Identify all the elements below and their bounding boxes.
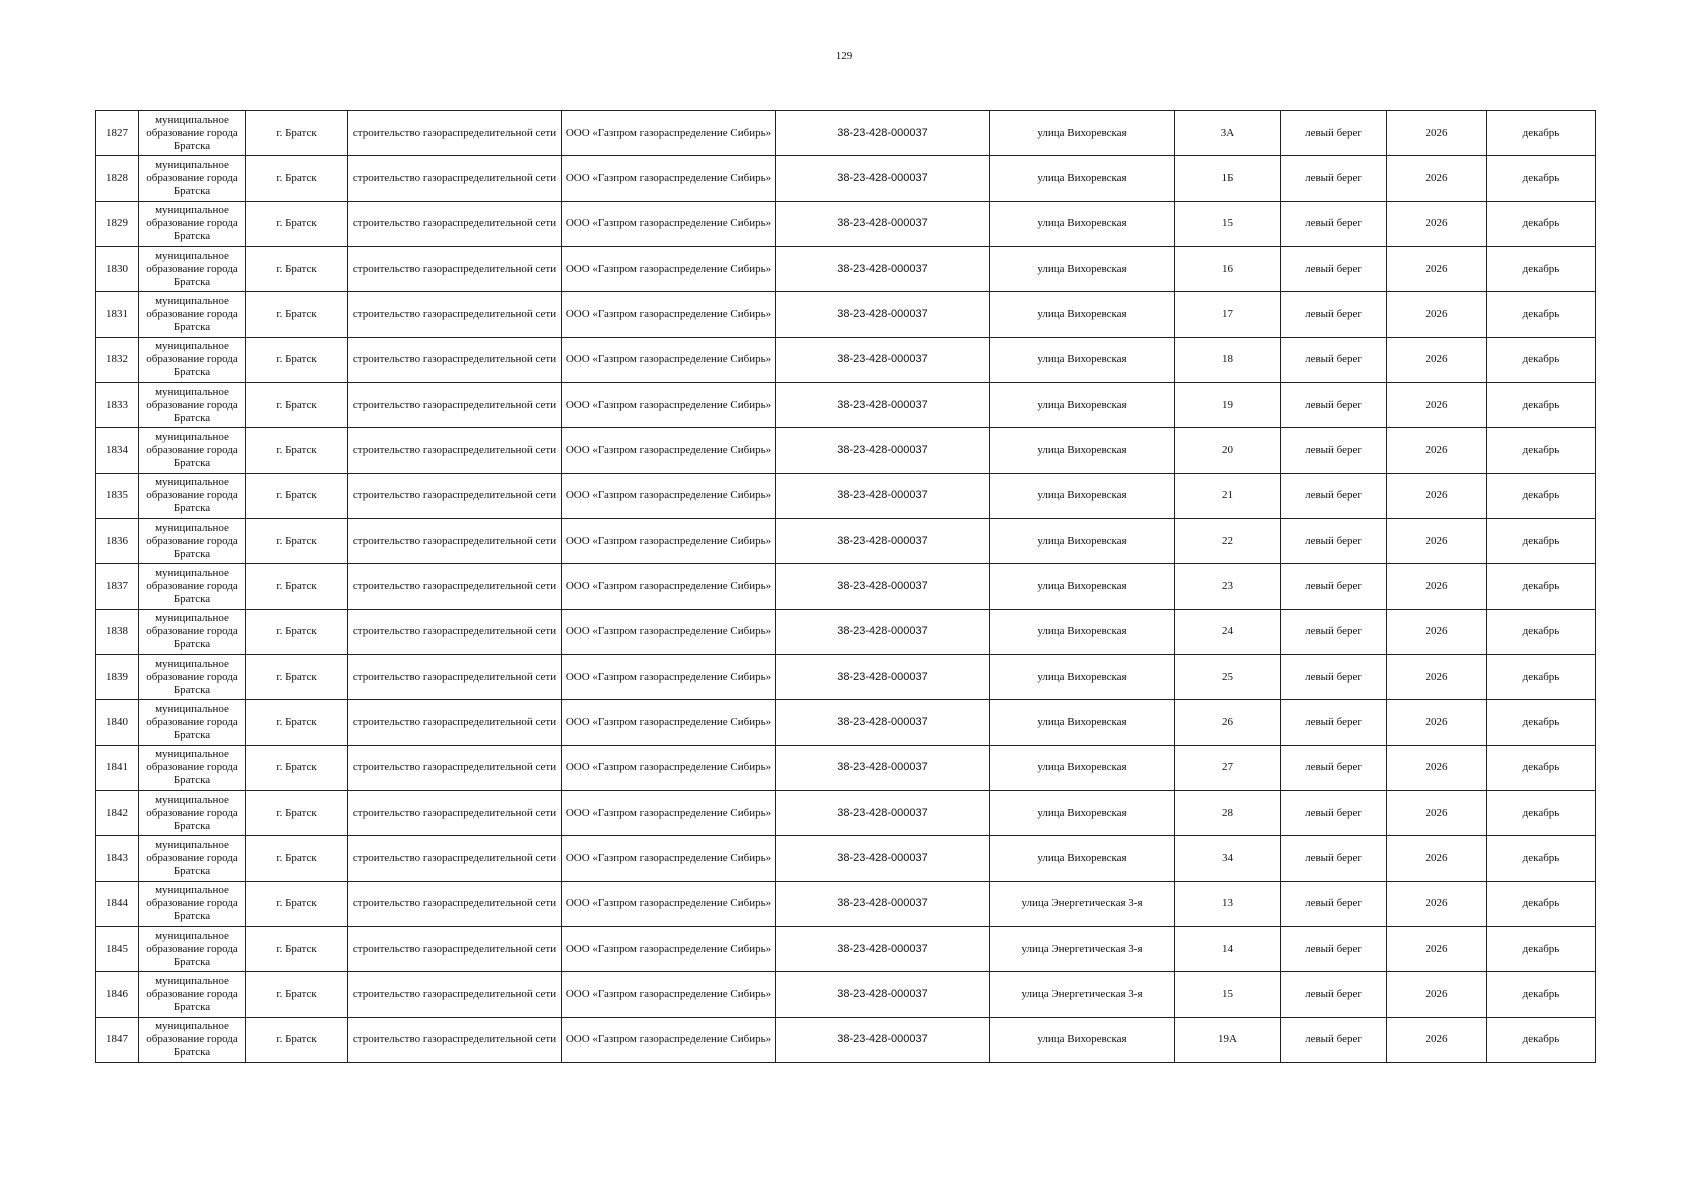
organization-cell: ООО «Газпром газораспределение Сибирь»	[562, 700, 776, 745]
house-number-cell: 15	[1175, 972, 1281, 1017]
municipality-cell: муниципальное образование города Братска	[139, 926, 246, 971]
object-code-cell: 38-23-428-000037	[776, 654, 990, 699]
table-row	[96, 156, 1596, 201]
object-code-cell: 38-23-428-000037	[776, 518, 990, 563]
table-row	[96, 836, 1596, 881]
table-row	[96, 972, 1596, 1017]
municipality-cell: муниципальное образование города Братска	[139, 473, 246, 518]
row-number-cell: 1843	[96, 836, 139, 881]
work-type-cell: строительство газораспределительной сети	[348, 246, 562, 291]
organization-cell: ООО «Газпром газораспределение Сибирь»	[562, 926, 776, 971]
street-cell: улица Вихоревская	[990, 473, 1175, 518]
work-type-cell: строительство газораспределительной сети	[348, 790, 562, 835]
object-code-cell: 38-23-428-000037	[776, 564, 990, 609]
municipality-cell: муниципальное образование города Братска	[139, 201, 246, 246]
work-type-cell: строительство газораспределительной сети	[348, 609, 562, 654]
municipality-cell: муниципальное образование города Братска	[139, 654, 246, 699]
organization-cell: ООО «Газпром газораспределение Сибирь»	[562, 201, 776, 246]
municipality-cell: муниципальное образование города Братска	[139, 972, 246, 1017]
work-type-cell: строительство газораспределительной сети	[348, 564, 562, 609]
table-row	[96, 745, 1596, 790]
municipality-cell: муниципальное образование города Братска	[139, 111, 246, 156]
year-cell: 2026	[1387, 156, 1487, 201]
object-code-cell: 38-23-428-000037	[776, 246, 990, 291]
year-cell: 2026	[1387, 201, 1487, 246]
district-cell: левый берег	[1281, 564, 1387, 609]
year-cell: 2026	[1387, 382, 1487, 427]
house-number-cell: 13	[1175, 881, 1281, 926]
year-cell: 2026	[1387, 292, 1487, 337]
organization-cell: ООО «Газпром газораспределение Сибирь»	[562, 473, 776, 518]
organization-cell: ООО «Газпром газораспределение Сибирь»	[562, 609, 776, 654]
municipality-cell: муниципальное образование города Братска	[139, 156, 246, 201]
house-number-cell: 17	[1175, 292, 1281, 337]
municipality-cell: муниципальное образование города Братска	[139, 337, 246, 382]
municipality-cell: муниципальное образование города Братска	[139, 1017, 246, 1062]
house-number-cell: 22	[1175, 518, 1281, 563]
municipality-cell: муниципальное образование города Братска	[139, 836, 246, 881]
month-cell: декабрь	[1487, 790, 1596, 835]
work-type-cell: строительство газораспределительной сети	[348, 654, 562, 699]
organization-cell: ООО «Газпром газораспределение Сибирь»	[562, 972, 776, 1017]
row-number-cell: 1838	[96, 609, 139, 654]
row-number-cell: 1841	[96, 745, 139, 790]
organization-cell: ООО «Газпром газораспределение Сибирь»	[562, 518, 776, 563]
table-row	[96, 428, 1596, 473]
street-cell: улица Вихоревская	[990, 654, 1175, 699]
settlement-cell: г. Братск	[246, 926, 348, 971]
organization-cell: ООО «Газпром газораспределение Сибирь»	[562, 790, 776, 835]
street-cell: улица Вихоревская	[990, 337, 1175, 382]
object-code-cell: 38-23-428-000037	[776, 292, 990, 337]
settlement-cell: г. Братск	[246, 428, 348, 473]
settlement-cell: г. Братск	[246, 654, 348, 699]
organization-cell: ООО «Газпром газораспределение Сибирь»	[562, 428, 776, 473]
settlement-cell: г. Братск	[246, 836, 348, 881]
table-row	[96, 382, 1596, 427]
street-cell: улица Энергетическая 3-я	[990, 926, 1175, 971]
row-number-cell: 1832	[96, 337, 139, 382]
month-cell: декабрь	[1487, 201, 1596, 246]
municipality-cell: муниципальное образование города Братска	[139, 246, 246, 291]
table-body	[96, 111, 1596, 1063]
organization-cell: ООО «Газпром газораспределение Сибирь»	[562, 836, 776, 881]
settlement-cell: г. Братск	[246, 790, 348, 835]
district-cell: левый берег	[1281, 428, 1387, 473]
settlement-cell: г. Братск	[246, 246, 348, 291]
work-type-cell: строительство газораспределительной сети	[348, 926, 562, 971]
street-cell: улица Вихоревская	[990, 836, 1175, 881]
settlement-cell: г. Братск	[246, 881, 348, 926]
work-type-cell: строительство газораспределительной сети	[348, 292, 562, 337]
object-code-cell: 38-23-428-000037	[776, 156, 990, 201]
municipality-cell: муниципальное образование города Братска	[139, 700, 246, 745]
house-number-cell: 16	[1175, 246, 1281, 291]
settlement-cell: г. Братск	[246, 382, 348, 427]
street-cell: улица Вихоревская	[990, 745, 1175, 790]
district-cell: левый берег	[1281, 926, 1387, 971]
street-cell: улица Вихоревская	[990, 1017, 1175, 1062]
row-number-cell: 1837	[96, 564, 139, 609]
month-cell: декабрь	[1487, 926, 1596, 971]
settlement-cell: г. Братск	[246, 972, 348, 1017]
table-row	[96, 609, 1596, 654]
object-code-cell: 38-23-428-000037	[776, 926, 990, 971]
object-code-cell: 38-23-428-000037	[776, 428, 990, 473]
work-type-cell: строительство газораспределительной сети	[348, 745, 562, 790]
street-cell: улица Вихоревская	[990, 292, 1175, 337]
row-number-cell: 1830	[96, 246, 139, 291]
work-type-cell: строительство газораспределительной сети	[348, 201, 562, 246]
row-number-cell: 1842	[96, 790, 139, 835]
street-cell: улица Вихоревская	[990, 428, 1175, 473]
municipality-cell: муниципальное образование города Братска	[139, 609, 246, 654]
year-cell: 2026	[1387, 926, 1487, 971]
house-number-cell: 25	[1175, 654, 1281, 699]
house-number-cell: 34	[1175, 836, 1281, 881]
row-number-cell: 1847	[96, 1017, 139, 1062]
organization-cell: ООО «Газпром газораспределение Сибирь»	[562, 881, 776, 926]
table-row	[96, 926, 1596, 971]
organization-cell: ООО «Газпром газораспределение Сибирь»	[562, 382, 776, 427]
street-cell: улица Вихоревская	[990, 790, 1175, 835]
gasification-table	[95, 110, 1596, 1063]
month-cell: декабрь	[1487, 564, 1596, 609]
year-cell: 2026	[1387, 836, 1487, 881]
month-cell: декабрь	[1487, 972, 1596, 1017]
organization-cell: ООО «Газпром газораспределение Сибирь»	[562, 654, 776, 699]
row-number-cell: 1846	[96, 972, 139, 1017]
district-cell: левый берег	[1281, 473, 1387, 518]
work-type-cell: строительство газораспределительной сети	[348, 111, 562, 156]
settlement-cell: г. Братск	[246, 292, 348, 337]
municipality-cell: муниципальное образование города Братска	[139, 382, 246, 427]
table-row	[96, 246, 1596, 291]
work-type-cell: строительство газораспределительной сети	[348, 1017, 562, 1062]
municipality-cell: муниципальное образование города Братска	[139, 881, 246, 926]
year-cell: 2026	[1387, 1017, 1487, 1062]
house-number-cell: 23	[1175, 564, 1281, 609]
settlement-cell: г. Братск	[246, 564, 348, 609]
street-cell: улица Вихоревская	[990, 564, 1175, 609]
object-code-cell: 38-23-428-000037	[776, 201, 990, 246]
table-row	[96, 201, 1596, 246]
row-number-cell: 1834	[96, 428, 139, 473]
district-cell: левый берег	[1281, 790, 1387, 835]
house-number-cell: 24	[1175, 609, 1281, 654]
page-number: 129	[835, 50, 853, 62]
work-type-cell: строительство газораспределительной сети	[348, 700, 562, 745]
work-type-cell: строительство газораспределительной сети	[348, 337, 562, 382]
month-cell: декабрь	[1487, 745, 1596, 790]
district-cell: левый берег	[1281, 881, 1387, 926]
table-row	[96, 337, 1596, 382]
work-type-cell: строительство газораспределительной сети	[348, 382, 562, 427]
house-number-cell: 19	[1175, 382, 1281, 427]
row-number-cell: 1829	[96, 201, 139, 246]
row-number-cell: 1840	[96, 700, 139, 745]
work-type-cell: строительство газораспределительной сети	[348, 156, 562, 201]
year-cell: 2026	[1387, 654, 1487, 699]
street-cell: улица Вихоревская	[990, 382, 1175, 427]
house-number-cell: 1Б	[1175, 156, 1281, 201]
row-number-cell: 1844	[96, 881, 139, 926]
street-cell: улица Энергетическая 3-я	[990, 972, 1175, 1017]
table-row	[96, 1017, 1596, 1062]
organization-cell: ООО «Газпром газораспределение Сибирь»	[562, 337, 776, 382]
house-number-cell: 21	[1175, 473, 1281, 518]
settlement-cell: г. Братск	[246, 700, 348, 745]
month-cell: декабрь	[1487, 473, 1596, 518]
district-cell: левый берег	[1281, 836, 1387, 881]
settlement-cell: г. Братск	[246, 201, 348, 246]
year-cell: 2026	[1387, 473, 1487, 518]
table-row	[96, 654, 1596, 699]
municipality-cell: муниципальное образование города Братска	[139, 564, 246, 609]
month-cell: декабрь	[1487, 609, 1596, 654]
street-cell: улица Вихоревская	[990, 700, 1175, 745]
year-cell: 2026	[1387, 609, 1487, 654]
organization-cell: ООО «Газпром газораспределение Сибирь»	[562, 292, 776, 337]
settlement-cell: г. Братск	[246, 337, 348, 382]
street-cell: улица Энергетическая 3-я	[990, 881, 1175, 926]
municipality-cell: муниципальное образование города Братска	[139, 292, 246, 337]
year-cell: 2026	[1387, 700, 1487, 745]
district-cell: левый берег	[1281, 382, 1387, 427]
district-cell: левый берег	[1281, 156, 1387, 201]
object-code-cell: 38-23-428-000037	[776, 972, 990, 1017]
object-code-cell: 38-23-428-000037	[776, 111, 990, 156]
organization-cell: ООО «Газпром газораспределение Сибирь»	[562, 564, 776, 609]
year-cell: 2026	[1387, 111, 1487, 156]
municipality-cell: муниципальное образование города Братска	[139, 428, 246, 473]
settlement-cell: г. Братск	[246, 111, 348, 156]
year-cell: 2026	[1387, 745, 1487, 790]
settlement-cell: г. Братск	[246, 156, 348, 201]
table-row	[96, 700, 1596, 745]
month-cell: декабрь	[1487, 836, 1596, 881]
district-cell: левый берег	[1281, 518, 1387, 563]
house-number-cell: 27	[1175, 745, 1281, 790]
settlement-cell: г. Братск	[246, 745, 348, 790]
object-code-cell: 38-23-428-000037	[776, 790, 990, 835]
month-cell: декабрь	[1487, 292, 1596, 337]
object-code-cell: 38-23-428-000037	[776, 1017, 990, 1062]
district-cell: левый берег	[1281, 972, 1387, 1017]
row-number-cell: 1827	[96, 111, 139, 156]
row-number-cell: 1845	[96, 926, 139, 971]
settlement-cell: г. Братск	[246, 1017, 348, 1062]
year-cell: 2026	[1387, 428, 1487, 473]
object-code-cell: 38-23-428-000037	[776, 382, 990, 427]
street-cell: улица Вихоревская	[990, 246, 1175, 291]
work-type-cell: строительство газораспределительной сети	[348, 428, 562, 473]
street-cell: улица Вихоревская	[990, 201, 1175, 246]
settlement-cell: г. Братск	[246, 609, 348, 654]
house-number-cell: 14	[1175, 926, 1281, 971]
district-cell: левый берег	[1281, 700, 1387, 745]
municipality-cell: муниципальное образование города Братска	[139, 518, 246, 563]
organization-cell: ООО «Газпром газораспределение Сибирь»	[562, 246, 776, 291]
house-number-cell: 18	[1175, 337, 1281, 382]
month-cell: декабрь	[1487, 881, 1596, 926]
year-cell: 2026	[1387, 246, 1487, 291]
year-cell: 2026	[1387, 564, 1487, 609]
month-cell: декабрь	[1487, 111, 1596, 156]
month-cell: декабрь	[1487, 518, 1596, 563]
municipality-cell: муниципальное образование города Братска	[139, 790, 246, 835]
district-cell: левый берег	[1281, 246, 1387, 291]
district-cell: левый берег	[1281, 292, 1387, 337]
organization-cell: ООО «Газпром газораспределение Сибирь»	[562, 1017, 776, 1062]
house-number-cell: 20	[1175, 428, 1281, 473]
work-type-cell: строительство газораспределительной сети	[348, 473, 562, 518]
year-cell: 2026	[1387, 881, 1487, 926]
street-cell: улица Вихоревская	[990, 156, 1175, 201]
table-row	[96, 790, 1596, 835]
street-cell: улица Вихоревская	[990, 518, 1175, 563]
house-number-cell: 26	[1175, 700, 1281, 745]
house-number-cell: 15	[1175, 201, 1281, 246]
year-cell: 2026	[1387, 518, 1487, 563]
organization-cell: ООО «Газпром газораспределение Сибирь»	[562, 745, 776, 790]
object-code-cell: 38-23-428-000037	[776, 609, 990, 654]
object-code-cell: 38-23-428-000037	[776, 836, 990, 881]
object-code-cell: 38-23-428-000037	[776, 745, 990, 790]
district-cell: левый берег	[1281, 111, 1387, 156]
district-cell: левый берег	[1281, 654, 1387, 699]
house-number-cell: 19А	[1175, 1017, 1281, 1062]
organization-cell: ООО «Газпром газораспределение Сибирь»	[562, 156, 776, 201]
month-cell: декабрь	[1487, 382, 1596, 427]
object-code-cell: 38-23-428-000037	[776, 337, 990, 382]
row-number-cell: 1828	[96, 156, 139, 201]
row-number-cell: 1835	[96, 473, 139, 518]
table-row	[96, 518, 1596, 563]
district-cell: левый берег	[1281, 1017, 1387, 1062]
month-cell: декабрь	[1487, 700, 1596, 745]
month-cell: декабрь	[1487, 654, 1596, 699]
work-type-cell: строительство газораспределительной сети	[348, 881, 562, 926]
row-number-cell: 1833	[96, 382, 139, 427]
table-row	[96, 473, 1596, 518]
district-cell: левый берег	[1281, 201, 1387, 246]
work-type-cell: строительство газораспределительной сети	[348, 836, 562, 881]
organization-cell: ООО «Газпром газораспределение Сибирь»	[562, 111, 776, 156]
object-code-cell: 38-23-428-000037	[776, 700, 990, 745]
house-number-cell: 28	[1175, 790, 1281, 835]
table-row	[96, 564, 1596, 609]
month-cell: декабрь	[1487, 428, 1596, 473]
row-number-cell: 1831	[96, 292, 139, 337]
year-cell: 2026	[1387, 972, 1487, 1017]
row-number-cell: 1836	[96, 518, 139, 563]
settlement-cell: г. Братск	[246, 518, 348, 563]
object-code-cell: 38-23-428-000037	[776, 473, 990, 518]
street-cell: улица Вихоревская	[990, 111, 1175, 156]
street-cell: улица Вихоревская	[990, 609, 1175, 654]
district-cell: левый берег	[1281, 609, 1387, 654]
table-row	[96, 292, 1596, 337]
district-cell: левый берег	[1281, 337, 1387, 382]
month-cell: декабрь	[1487, 246, 1596, 291]
work-type-cell: строительство газораспределительной сети	[348, 518, 562, 563]
table-row	[96, 881, 1596, 926]
municipality-cell: муниципальное образование города Братска	[139, 745, 246, 790]
month-cell: декабрь	[1487, 1017, 1596, 1062]
year-cell: 2026	[1387, 337, 1487, 382]
work-type-cell: строительство газораспределительной сети	[348, 972, 562, 1017]
district-cell: левый берег	[1281, 745, 1387, 790]
settlement-cell: г. Братск	[246, 473, 348, 518]
table-row	[96, 111, 1596, 156]
month-cell: декабрь	[1487, 337, 1596, 382]
year-cell: 2026	[1387, 790, 1487, 835]
object-code-cell: 38-23-428-000037	[776, 881, 990, 926]
row-number-cell: 1839	[96, 654, 139, 699]
house-number-cell: 3А	[1175, 111, 1281, 156]
month-cell: декабрь	[1487, 156, 1596, 201]
